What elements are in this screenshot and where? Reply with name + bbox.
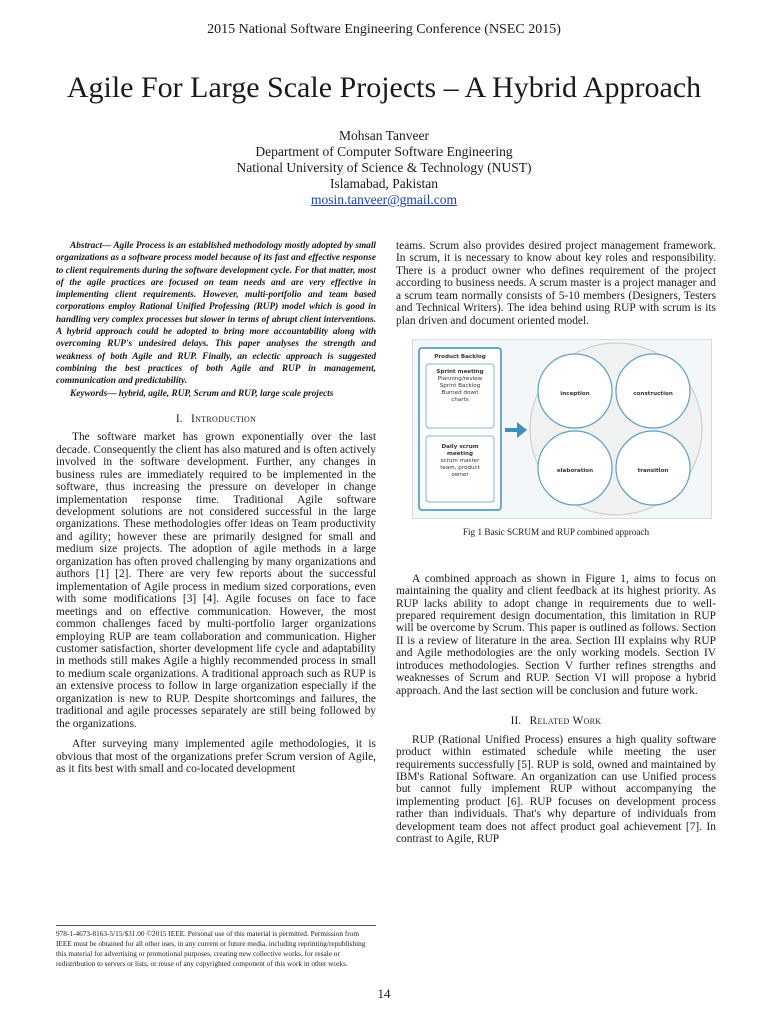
section-numeral: I. — [175, 412, 183, 425]
phase-label-construction: construction — [633, 391, 673, 398]
section-numeral: II. — [510, 715, 522, 728]
page-number: 14 — [377, 986, 391, 1001]
author-email-link[interactable]: mosin.tanveer@gmail.com — [311, 192, 457, 207]
abstract-section — [56, 240, 376, 400]
intro-paragraph-3: A combined approach as shown in Figure 1, aims to focus on maintaining the quality and client feedback at its highest priority. As RUP lacks ability to adopt change in requirements due to well-prepared requirement design documentation, this limitation in RUP will be overcome by Scrum. This paper is outlined as follows. Section II is a review of literature in the area. Section III explains why RUP and Agile methodologies are the only working models. Section IV introduces methodologies. Section V further refines strengths and weaknesses of Scrum and RUP. Section VI will propose a hybrid approach. And the last section will be conclusion and future work. — [396, 572, 716, 697]
backlog-label: Product Backlog — [434, 354, 486, 361]
section-title: Related Work — [529, 715, 602, 728]
phase-label-transition: transition — [637, 468, 669, 475]
left-column — [56, 240, 376, 776]
author-city: Islamabad, Pakistan — [330, 176, 438, 191]
author-name: Mohsan Tanveer — [339, 128, 429, 143]
related-work-paragraph-1: RUP (Rational Unified Process) ensures a high quality software product within estimated schedule while meeting the user requirements successfully [5]. RUP is sold, owned and maintained by IBM's Rational Software. An organization can use Unified process but cannot fully implement RUP without accompanying the implementing product [6]. RUP focuses on development process rather than individuals. That's why departure of individuals from development team does not affect product goal achievement [7]. In contrast to Agile, RUP — [396, 733, 716, 846]
phase-label-elaboration: elaboration — [556, 468, 594, 475]
phase-label-inception: inception — [560, 391, 590, 398]
author-block — [0, 128, 768, 208]
paper-title: Agile For Large Scale Projects – A Hybrid Approach — [66, 71, 702, 104]
intro-paragraph-2: After surveying many implemented agile methodologies, it is obvious that most of the organizations prefer Scrum version of Agile, as it fits best with small and co-located development — [56, 738, 376, 776]
section-heading-introduction — [56, 413, 376, 425]
keywords-text: Keywords— hybrid, agile, RUP, Scrum and RUP, large scale projects — [70, 388, 334, 399]
arrow-icon — [505, 422, 527, 438]
figure-1 — [412, 339, 712, 519]
author-university: National University of Science & Technology (NUST) — [236, 160, 532, 175]
copyright-footnote: 978-1-4673-8163-5/15/$31.00 ©2015 IEEE. Personal use of this material is permitted. Permission from IEEE must be obtained for all other uses, in any current or future media, including reprinting/republishing this material for advertising or promotional purposes, creating new collective works, for resale or redistribution to servers or lists, or reuse of any copyrighted component of this work in other works. — [56, 925, 376, 969]
figure-diagram — [413, 340, 713, 520]
section-title: Introduction — [191, 412, 257, 425]
figure-caption: Fig 1 Basic SCRUM and RUP combined approach — [462, 527, 650, 538]
conference-header: 2015 National Software Engineering Conference (NSEC 2015) — [207, 22, 561, 37]
sprint-meeting-label: Sprint meeting Planning/review Sprint Backlog Burned down charts — [436, 369, 484, 404]
intro-paragraph-2-continued: teams. Scrum also provides desired project management framework. In scrum, it is necessary to know about key roles and responsibility. There is a product owner who defines requirement of the project according to business needs. A scrum master is a project manager and a scrum team normally consists of 5-10 members (Designers, Testers and Technical Writers). The idea behind using RUP with scrum is its plan driven and document oriented model. — [396, 240, 716, 327]
daily-scrum-label: Daily scrum meeting scrum master team, product owner — [440, 444, 480, 479]
section-heading-related-work — [396, 715, 716, 727]
author-department: Department of Computer Software Engineering — [255, 144, 513, 159]
intro-paragraph-1: The software market has grown exponentially over the last decade. Consequently the client has also matured and is often actively involved in the software development. Further, any changes in business rules are immediately required to be implemented in the software, thus increasing the pressure on developer in change implementation response time. Traditional Agile software development solutions are not considered successful in the large organizations. These methodologies offer ideas on Team productivity and agility; however these are primarily designed for small and medium size projects. The adoption of agile methods in a large organization has often proved challenging by many organizations and authors [1] [2]. There are very few reports about the successful implementation of Agile process in medium sized corporations, even with some modifications [3] [4]. Agile focuses on face to face meetings and on effective communication. However, the most common challenges faced by multi-portfolio larger organizations employing RUP are team collaboration and communication. Higher customer satisfaction, shorter development life cycle and adaptability in methods still makes Agile a highly recommended process in small to medium scale organizations. A traditional approach such as RUP is an extensive process to follow in large organization especially if the organization is new to RUP. Despite shortcomings and failures, the traditional and agile processes separately are still being followed by the organizations. — [56, 431, 376, 730]
abstract-text: Abstract— Agile Process is an established methodology mostly adopted by small organizations as a software process model because of its fast and effective response to client requirements during the software development cycle. For that matter, most of the agile practices are focused on team needs and are very effective in implementing client requirements. However, multi-portfolio and team based corporations employ Rational Unified Professing (RUP) model which is good in handling very complex processes but slower in terms of abrupt client interventions. A hybrid approach could be adopted to bring more accountability along with overcoming RUP's undesired delays. This paper analyses the strength and weakness of both Agile and RUP. Finally, an eclectic approach is suggested combining the best practices of both Agile and RUP in management, communication and predictability. — [56, 241, 376, 387]
right-column — [396, 240, 716, 846]
